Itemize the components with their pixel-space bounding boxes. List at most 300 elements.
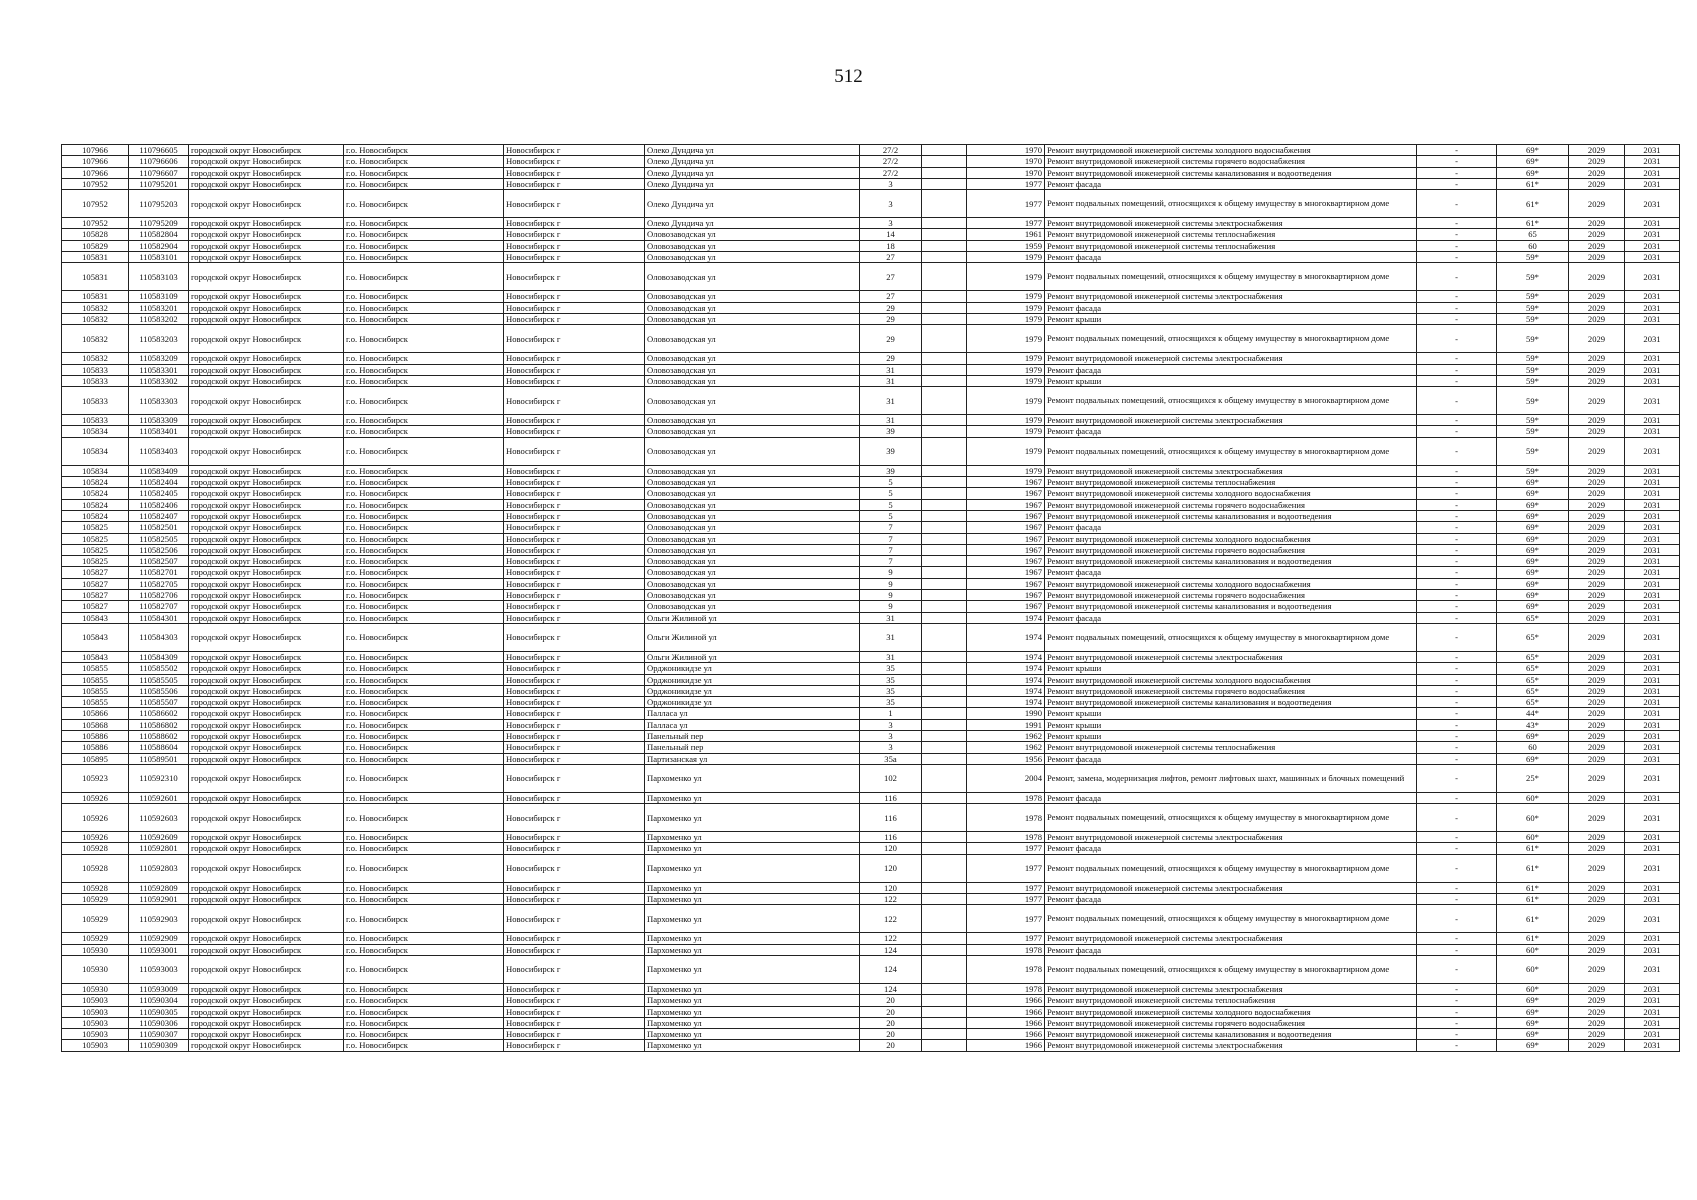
cell-locality: Новосибирск г <box>504 313 645 324</box>
cell-locality: Новосибирск г <box>504 983 645 994</box>
cell-work-type: Ремонт внутридомовой инженерной системы горячего водоснабжения <box>1045 685 1417 696</box>
cell-municipal-entity: г.о. Новосибирск <box>344 190 504 218</box>
cell-empty-column: - <box>1417 313 1497 324</box>
cell-empty-column: - <box>1417 578 1497 589</box>
table-row <box>62 612 1680 623</box>
cell-locality: Новосибирск г <box>504 674 645 685</box>
cell-object-id: 105832 <box>62 313 129 324</box>
cell-wear-percent: 69* <box>1497 533 1569 544</box>
cell-year-built: 1974 <box>967 697 1045 708</box>
table-row <box>62 533 1680 544</box>
cell-house-number: 7 <box>860 522 922 533</box>
cell-object-id: 105832 <box>62 353 129 364</box>
cell-year-built: 1979 <box>967 426 1045 437</box>
cell-object-id: 105930 <box>62 944 129 955</box>
cell-municipal-district: городской округ Новосибирск <box>189 854 344 882</box>
cell-wear-percent: 69* <box>1497 522 1569 533</box>
cell-municipal-district: городской округ Новосибирск <box>189 730 344 741</box>
cell-municipal-district: городской округ Новосибирск <box>189 651 344 662</box>
cell-end-year: 2031 <box>1625 933 1680 944</box>
cell-year-built: 1974 <box>967 612 1045 623</box>
cell-end-year: 2031 <box>1625 1040 1680 1051</box>
cell-house-number: 7 <box>860 556 922 567</box>
cell-municipal-district: городской округ Новосибирск <box>189 353 344 364</box>
cell-end-year: 2031 <box>1625 145 1680 156</box>
cell-wear-percent: 69* <box>1497 488 1569 499</box>
cell-locality: Новосибирск г <box>504 488 645 499</box>
cell-municipal-entity: г.о. Новосибирск <box>344 426 504 437</box>
cell-locality: Новосибирск г <box>504 742 645 753</box>
cell-municipal-entity: г.о. Новосибирск <box>344 325 504 353</box>
cell-street: Оловозаводская ул <box>645 426 860 437</box>
cell-house-number: 122 <box>860 933 922 944</box>
cell-wear-percent: 69* <box>1497 499 1569 510</box>
cell-municipal-entity: г.о. Новосибирск <box>344 499 504 510</box>
cell-municipal-district: городской округ Новосибирск <box>189 325 344 353</box>
cell-work-id: 110583101 <box>129 252 189 263</box>
cell-locality: Новосибирск г <box>504 567 645 578</box>
cell-end-year: 2031 <box>1625 955 1680 983</box>
cell-start-year: 2029 <box>1569 263 1625 291</box>
cell-year-built: 1974 <box>967 651 1045 662</box>
cell-street: Оловозаводская ул <box>645 601 860 612</box>
cell-municipal-entity: г.о. Новосибирск <box>344 145 504 156</box>
cell-object-id: 105831 <box>62 263 129 291</box>
cell-municipal-district: городской округ Новосибирск <box>189 663 344 674</box>
cell-empty-column: - <box>1417 477 1497 488</box>
cell-empty-column: - <box>1417 375 1497 386</box>
cell-empty-column: - <box>1417 843 1497 854</box>
cell-municipal-entity: г.о. Новосибирск <box>344 218 504 229</box>
cell-work-id: 110584301 <box>129 612 189 623</box>
cell-house-number: 124 <box>860 955 922 983</box>
cell-municipal-entity: г.о. Новосибирск <box>344 556 504 567</box>
cell-building <box>922 302 967 313</box>
cell-wear-percent: 61* <box>1497 178 1569 189</box>
cell-end-year: 2031 <box>1625 426 1680 437</box>
cell-municipal-district: городской округ Новосибирск <box>189 167 344 178</box>
cell-municipal-entity: г.о. Новосибирск <box>344 415 504 426</box>
table-row <box>62 753 1680 764</box>
cell-start-year: 2029 <box>1569 415 1625 426</box>
cell-year-built: 1966 <box>967 1017 1045 1028</box>
cell-end-year: 2031 <box>1625 375 1680 386</box>
cell-year-built: 1967 <box>967 601 1045 612</box>
cell-start-year: 2029 <box>1569 510 1625 521</box>
table-row <box>62 708 1680 719</box>
cell-start-year: 2029 <box>1569 753 1625 764</box>
table-row <box>62 229 1680 240</box>
cell-building <box>922 229 967 240</box>
cell-end-year: 2031 <box>1625 854 1680 882</box>
table-row <box>62 263 1680 291</box>
cell-start-year: 2029 <box>1569 854 1625 882</box>
cell-building <box>922 623 967 651</box>
cell-year-built: 1977 <box>967 218 1045 229</box>
cell-locality: Новосибирск г <box>504 590 645 601</box>
cell-building <box>922 522 967 533</box>
cell-building <box>922 437 967 465</box>
cell-municipal-district: городской округ Новосибирск <box>189 510 344 521</box>
cell-house-number: 3 <box>860 742 922 753</box>
cell-end-year: 2031 <box>1625 843 1680 854</box>
cell-object-id: 107966 <box>62 156 129 167</box>
cell-empty-column: - <box>1417 832 1497 843</box>
cell-object-id: 105903 <box>62 995 129 1006</box>
cell-start-year: 2029 <box>1569 533 1625 544</box>
cell-street: Палласа ул <box>645 708 860 719</box>
cell-object-id: 105923 <box>62 764 129 792</box>
cell-year-built: 1967 <box>967 477 1045 488</box>
cell-locality: Новосибирск г <box>504 499 645 510</box>
cell-end-year: 2031 <box>1625 415 1680 426</box>
cell-work-id: 110582406 <box>129 499 189 510</box>
table-row <box>62 145 1680 156</box>
cell-end-year: 2031 <box>1625 387 1680 415</box>
cell-year-built: 1967 <box>967 590 1045 601</box>
cell-street: Пархоменко ул <box>645 854 860 882</box>
cell-end-year: 2031 <box>1625 437 1680 465</box>
cell-wear-percent: 69* <box>1497 145 1569 156</box>
cell-house-number: 31 <box>860 651 922 662</box>
cell-year-built: 1979 <box>967 302 1045 313</box>
cell-start-year: 2029 <box>1569 663 1625 674</box>
cell-start-year: 2029 <box>1569 601 1625 612</box>
cell-empty-column: - <box>1417 612 1497 623</box>
cell-work-id: 110588602 <box>129 730 189 741</box>
cell-locality: Новосибирск г <box>504 325 645 353</box>
cell-year-built: 1977 <box>967 178 1045 189</box>
table-row <box>62 218 1680 229</box>
cell-year-built: 1974 <box>967 685 1045 696</box>
cell-house-number: 5 <box>860 477 922 488</box>
cell-municipal-entity: г.о. Новосибирск <box>344 544 504 555</box>
cell-building <box>922 663 967 674</box>
cell-street: Оловозаводская ул <box>645 325 860 353</box>
cell-work-id: 110583109 <box>129 291 189 302</box>
cell-object-id: 105926 <box>62 792 129 803</box>
cell-wear-percent: 69* <box>1497 477 1569 488</box>
cell-building <box>922 178 967 189</box>
cell-wear-percent: 59* <box>1497 263 1569 291</box>
cell-start-year: 2029 <box>1569 375 1625 386</box>
cell-empty-column: - <box>1417 415 1497 426</box>
cell-municipal-entity: г.о. Новосибирск <box>344 601 504 612</box>
cell-building <box>922 567 967 578</box>
cell-wear-percent: 69* <box>1497 1017 1569 1028</box>
cell-year-built: 1991 <box>967 719 1045 730</box>
cell-building <box>922 353 967 364</box>
cell-house-number: 20 <box>860 995 922 1006</box>
table-row <box>62 477 1680 488</box>
cell-municipal-district: городской округ Новосибирск <box>189 437 344 465</box>
cell-empty-column: - <box>1417 753 1497 764</box>
cell-wear-percent: 60* <box>1497 792 1569 803</box>
cell-building <box>922 995 967 1006</box>
cell-building <box>922 190 967 218</box>
cell-start-year: 2029 <box>1569 325 1625 353</box>
cell-work-id: 110586602 <box>129 708 189 719</box>
cell-wear-percent: 61* <box>1497 894 1569 905</box>
cell-work-type: Ремонт подвальных помещений, относящихся к общему имуществу в многоквартирном доме <box>1045 905 1417 933</box>
cell-start-year: 2029 <box>1569 437 1625 465</box>
cell-work-type: Ремонт крыши <box>1045 708 1417 719</box>
cell-locality: Новосибирск г <box>504 578 645 589</box>
cell-end-year: 2031 <box>1625 832 1680 843</box>
cell-locality: Новосибирск г <box>504 229 645 240</box>
cell-municipal-district: городской округ Новосибирск <box>189 556 344 567</box>
cell-municipal-district: городской округ Новосибирск <box>189 933 344 944</box>
cell-street: Оловозаводская ул <box>645 522 860 533</box>
cell-municipal-district: городской округ Новосибирск <box>189 708 344 719</box>
cell-object-id: 105929 <box>62 894 129 905</box>
cell-work-type: Ремонт внутридомовой инженерной системы электроснабжения <box>1045 983 1417 994</box>
cell-building <box>922 218 967 229</box>
cell-work-id: 110584303 <box>129 623 189 651</box>
table-row <box>62 623 1680 651</box>
cell-year-built: 1966 <box>967 1006 1045 1017</box>
cell-year-built: 1959 <box>967 240 1045 251</box>
cell-street: Пархоменко ул <box>645 983 860 994</box>
cell-municipal-entity: г.о. Новосибирск <box>344 882 504 893</box>
cell-house-number: 124 <box>860 983 922 994</box>
cell-start-year: 2029 <box>1569 590 1625 601</box>
cell-locality: Новосибирск г <box>504 465 645 476</box>
cell-municipal-entity: г.о. Новосибирск <box>344 291 504 302</box>
cell-building <box>922 955 967 983</box>
cell-house-number: 31 <box>860 375 922 386</box>
cell-locality: Новосибирск г <box>504 612 645 623</box>
cell-object-id: 105834 <box>62 437 129 465</box>
cell-street: Оловозаводская ул <box>645 499 860 510</box>
cell-empty-column: - <box>1417 533 1497 544</box>
cell-object-id: 105843 <box>62 651 129 662</box>
cell-wear-percent: 44* <box>1497 708 1569 719</box>
cell-municipal-district: городской округ Новосибирск <box>189 488 344 499</box>
table-row <box>62 190 1680 218</box>
cell-work-type: Ремонт фасада <box>1045 252 1417 263</box>
cell-house-number: 20 <box>860 1017 922 1028</box>
cell-wear-percent: 61* <box>1497 933 1569 944</box>
cell-wear-percent: 69* <box>1497 1040 1569 1051</box>
cell-municipal-entity: г.о. Новосибирск <box>344 708 504 719</box>
cell-object-id: 105825 <box>62 556 129 567</box>
cell-object-id: 105833 <box>62 375 129 386</box>
cell-wear-percent: 59* <box>1497 415 1569 426</box>
cell-municipal-entity: г.о. Новосибирск <box>344 995 504 1006</box>
cell-municipal-entity: г.о. Новосибирск <box>344 477 504 488</box>
cell-house-number: 31 <box>860 623 922 651</box>
cell-work-id: 110582405 <box>129 488 189 499</box>
cell-wear-percent: 69* <box>1497 1006 1569 1017</box>
cell-wear-percent: 59* <box>1497 364 1569 375</box>
cell-object-id: 107952 <box>62 190 129 218</box>
cell-wear-percent: 60 <box>1497 742 1569 753</box>
cell-object-id: 105930 <box>62 983 129 994</box>
cell-object-id: 105855 <box>62 674 129 685</box>
cell-work-type: Ремонт внутридомовой инженерной системы канализования и водоотведения <box>1045 510 1417 521</box>
cell-wear-percent: 61* <box>1497 854 1569 882</box>
cell-municipal-entity: г.о. Новосибирск <box>344 167 504 178</box>
cell-municipal-district: городской округ Новосибирск <box>189 742 344 753</box>
cell-object-id: 105834 <box>62 426 129 437</box>
cell-end-year: 2031 <box>1625 313 1680 324</box>
cell-municipal-district: городской округ Новосибирск <box>189 623 344 651</box>
cell-wear-percent: 61* <box>1497 218 1569 229</box>
cell-municipal-district: городской округ Новосибирск <box>189 477 344 488</box>
cell-work-type: Ремонт внутридомовой инженерной системы холодного водоснабжения <box>1045 578 1417 589</box>
cell-year-built: 1966 <box>967 1040 1045 1051</box>
cell-empty-column: - <box>1417 465 1497 476</box>
cell-building <box>922 590 967 601</box>
cell-year-built: 1978 <box>967 792 1045 803</box>
cell-work-type: Ремонт подвальных помещений, относящихся к общему имуществу в многоквартирном доме <box>1045 955 1417 983</box>
cell-end-year: 2031 <box>1625 685 1680 696</box>
table-row <box>62 933 1680 944</box>
table-row <box>62 544 1680 555</box>
cell-house-number: 9 <box>860 590 922 601</box>
cell-building <box>922 905 967 933</box>
cell-municipal-district: городской округ Новосибирск <box>189 387 344 415</box>
cell-building <box>922 944 967 955</box>
table-row <box>62 437 1680 465</box>
cell-end-year: 2031 <box>1625 263 1680 291</box>
cell-municipal-entity: г.о. Новосибирск <box>344 590 504 601</box>
cell-object-id: 105833 <box>62 364 129 375</box>
cell-end-year: 2031 <box>1625 229 1680 240</box>
cell-municipal-entity: г.о. Новосибирск <box>344 1040 504 1051</box>
cell-object-id: 105824 <box>62 477 129 488</box>
cell-street: Пархоменко ул <box>645 955 860 983</box>
cell-empty-column: - <box>1417 556 1497 567</box>
cell-locality: Новосибирск г <box>504 375 645 386</box>
cell-house-number: 122 <box>860 894 922 905</box>
cell-wear-percent: 69* <box>1497 567 1569 578</box>
cell-work-type: Ремонт внутридомовой инженерной системы канализования и водоотведения <box>1045 556 1417 567</box>
table-row <box>62 804 1680 832</box>
cell-municipal-entity: г.о. Новосибирск <box>344 302 504 313</box>
cell-building <box>922 601 967 612</box>
cell-municipal-district: городской округ Новосибирск <box>189 544 344 555</box>
cell-empty-column: - <box>1417 674 1497 685</box>
cell-empty-column: - <box>1417 651 1497 662</box>
cell-start-year: 2029 <box>1569 145 1625 156</box>
cell-municipal-district: городской округ Новосибирск <box>189 522 344 533</box>
cell-locality: Новосибирск г <box>504 944 645 955</box>
cell-empty-column: - <box>1417 792 1497 803</box>
cell-work-id: 110583302 <box>129 375 189 386</box>
cell-year-built: 1974 <box>967 674 1045 685</box>
cell-wear-percent: 69* <box>1497 590 1569 601</box>
cell-work-type: Ремонт внутридомовой инженерной системы теплоснабжения <box>1045 742 1417 753</box>
table-row <box>62 944 1680 955</box>
table-row <box>62 1006 1680 1017</box>
cell-year-built: 1977 <box>967 854 1045 882</box>
cell-house-number: 3 <box>860 719 922 730</box>
cell-locality: Новосибирск г <box>504 145 645 156</box>
cell-object-id: 105831 <box>62 291 129 302</box>
cell-building <box>922 697 967 708</box>
cell-municipal-district: городской округ Новосибирск <box>189 263 344 291</box>
cell-work-type: Ремонт внутридомовой инженерной системы электроснабжения <box>1045 933 1417 944</box>
cell-end-year: 2031 <box>1625 533 1680 544</box>
cell-house-number: 7 <box>860 544 922 555</box>
cell-work-id: 110796606 <box>129 156 189 167</box>
cell-work-type: Ремонт фасада <box>1045 567 1417 578</box>
cell-start-year: 2029 <box>1569 465 1625 476</box>
cell-start-year: 2029 <box>1569 218 1625 229</box>
cell-building <box>922 1040 967 1051</box>
cell-municipal-district: городской округ Новосибирск <box>189 156 344 167</box>
cell-house-number: 120 <box>860 854 922 882</box>
cell-object-id: 105824 <box>62 510 129 521</box>
cell-start-year: 2029 <box>1569 719 1625 730</box>
cell-start-year: 2029 <box>1569 708 1625 719</box>
cell-year-built: 1979 <box>967 465 1045 476</box>
cell-wear-percent: 69* <box>1497 167 1569 178</box>
cell-wear-percent: 65* <box>1497 623 1569 651</box>
cell-street: Оловозаводская ул <box>645 291 860 302</box>
cell-end-year: 2031 <box>1625 477 1680 488</box>
cell-end-year: 2031 <box>1625 578 1680 589</box>
cell-year-built: 1961 <box>967 229 1045 240</box>
cell-street: Оловозаводская ул <box>645 240 860 251</box>
cell-empty-column: - <box>1417 167 1497 178</box>
table-row <box>62 1017 1680 1028</box>
cell-work-id: 110590307 <box>129 1029 189 1040</box>
cell-municipal-district: городской округ Новосибирск <box>189 145 344 156</box>
cell-municipal-entity: г.о. Новосибирск <box>344 955 504 983</box>
cell-street: Оловозаводская ул <box>645 544 860 555</box>
cell-street: Оловозаводская ул <box>645 415 860 426</box>
cell-work-id: 110590304 <box>129 995 189 1006</box>
cell-work-id: 110592601 <box>129 792 189 803</box>
cell-municipal-district: городской округ Новосибирск <box>189 302 344 313</box>
cell-municipal-entity: г.о. Новосибирск <box>344 375 504 386</box>
cell-work-id: 110582507 <box>129 556 189 567</box>
cell-work-type: Ремонт подвальных помещений, относящихся к общему имуществу в многоквартирном доме <box>1045 437 1417 465</box>
table-row <box>62 415 1680 426</box>
page-number: 512 <box>834 66 863 87</box>
cell-street: Оловозаводская ул <box>645 567 860 578</box>
table-row <box>62 178 1680 189</box>
cell-work-type: Ремонт внутридомовой инженерной системы электроснабжения <box>1045 415 1417 426</box>
cell-end-year: 2031 <box>1625 544 1680 555</box>
cell-municipal-entity: г.о. Новосибирск <box>344 156 504 167</box>
cell-work-id: 110592310 <box>129 764 189 792</box>
table-row <box>62 156 1680 167</box>
cell-start-year: 2029 <box>1569 955 1625 983</box>
cell-work-type: Ремонт подвальных помещений, относящихся к общему имуществу в многоквартирном доме <box>1045 623 1417 651</box>
table-row <box>62 364 1680 375</box>
cell-locality: Новосибирск г <box>504 651 645 662</box>
cell-empty-column: - <box>1417 156 1497 167</box>
cell-house-number: 31 <box>860 415 922 426</box>
cell-building <box>922 674 967 685</box>
cell-year-built: 1978 <box>967 804 1045 832</box>
cell-work-type: Ремонт крыши <box>1045 730 1417 741</box>
cell-work-type: Ремонт крыши <box>1045 375 1417 386</box>
table-row <box>62 167 1680 178</box>
cell-empty-column: - <box>1417 995 1497 1006</box>
cell-house-number: 35 <box>860 663 922 674</box>
cell-municipal-district: городской округ Новосибирск <box>189 601 344 612</box>
cell-house-number: 102 <box>860 764 922 792</box>
cell-work-type: Ремонт внутридомовой инженерной системы электроснабжения <box>1045 1040 1417 1051</box>
cell-building <box>922 387 967 415</box>
cell-work-id: 110583203 <box>129 325 189 353</box>
cell-locality: Новосибирск г <box>504 933 645 944</box>
